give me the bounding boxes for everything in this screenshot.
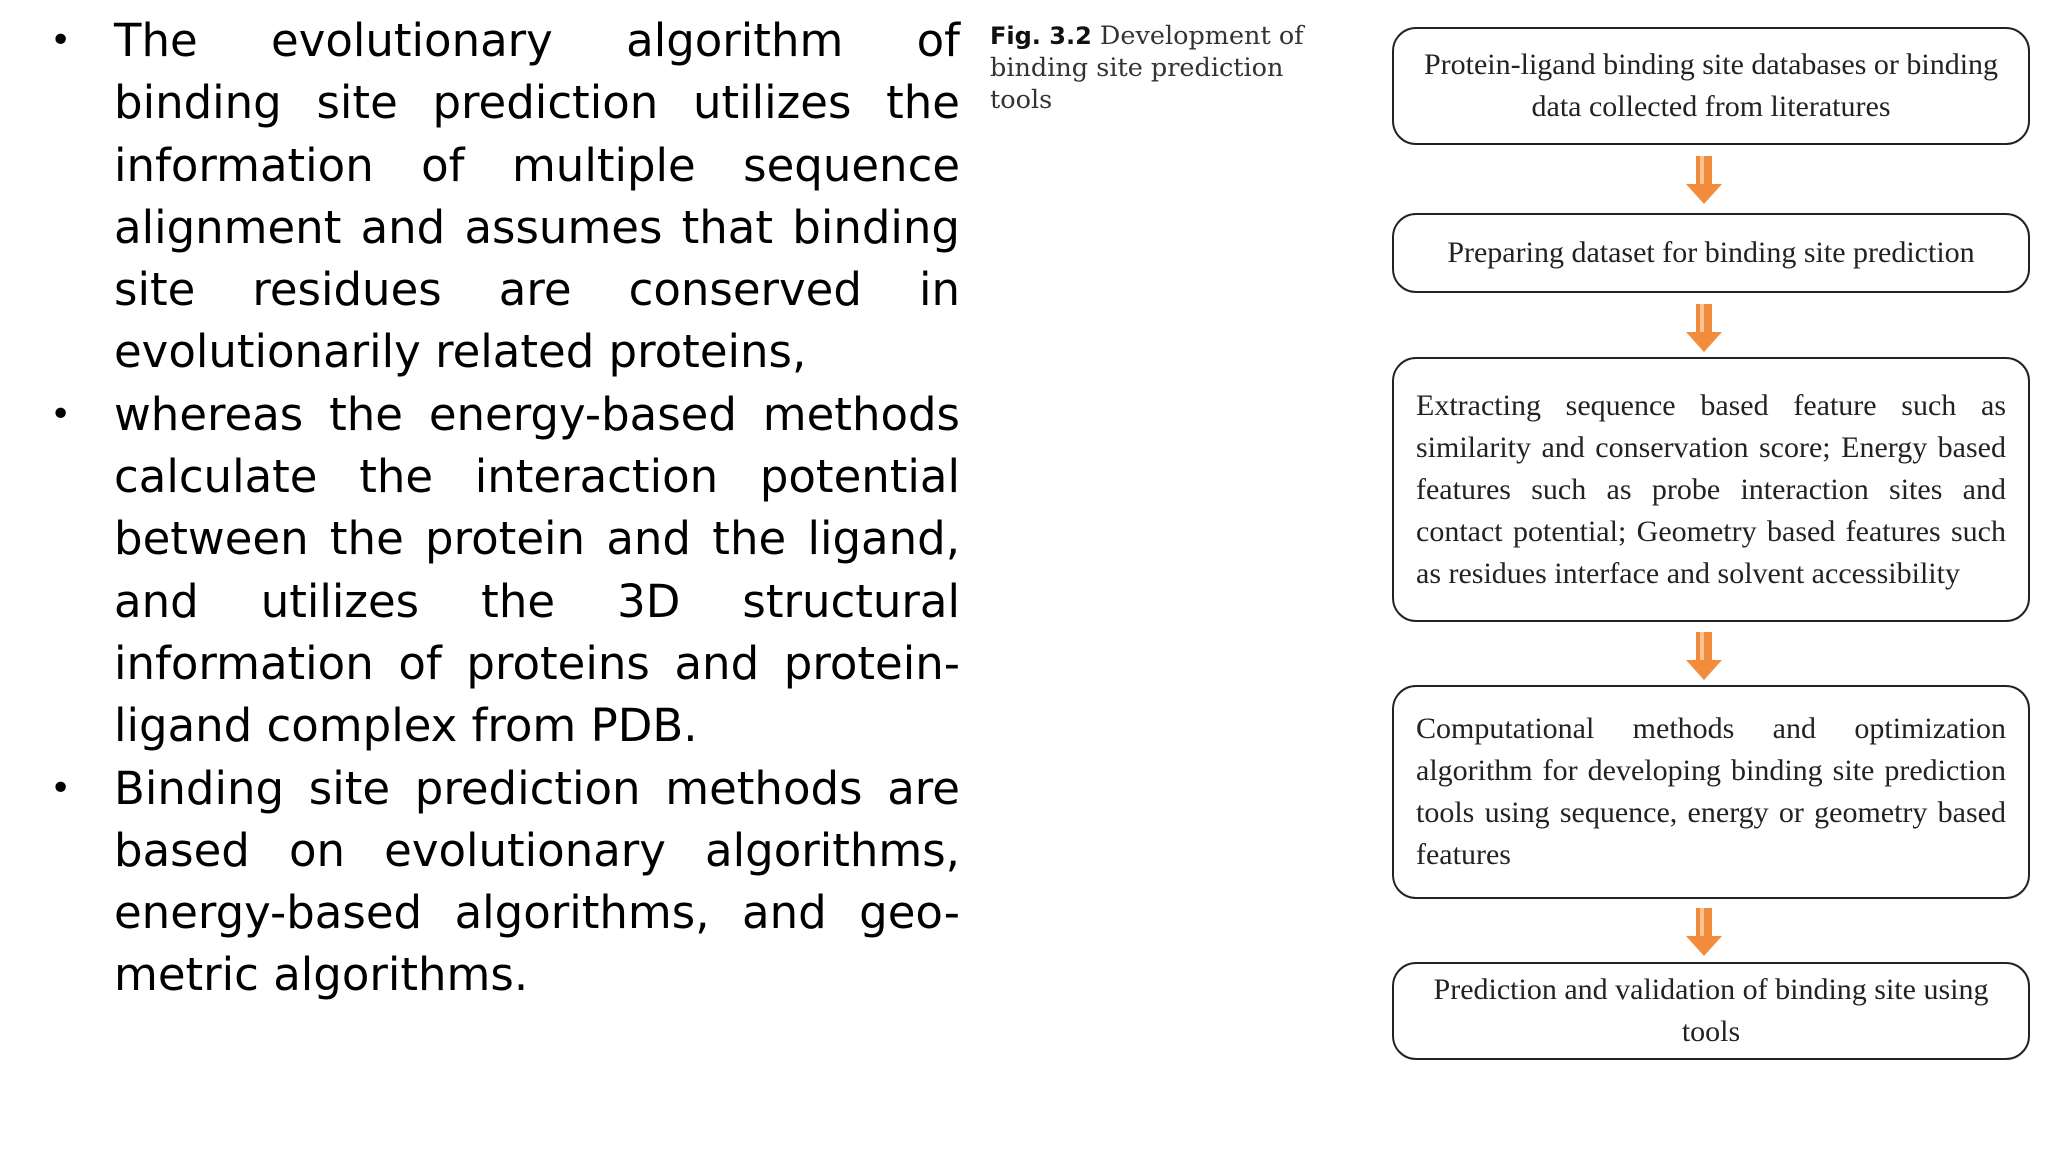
bullet-list bbox=[50, 10, 960, 1007]
down-arrow-icon bbox=[1682, 154, 1726, 206]
flow-step-text: Preparing dataset for binding site prediction bbox=[1447, 236, 1975, 269]
bullet-item bbox=[50, 10, 960, 384]
flow-step-text: Computational methods and optimization algorithm for developing binding site prediction tools using sequence, energy or geometry based features bbox=[1416, 712, 2006, 871]
flow-step-prediction-validation bbox=[1392, 962, 2030, 1060]
bullet-marker: • bbox=[50, 767, 72, 809]
figure-caption-text: Development of binding site prediction tools bbox=[990, 21, 1304, 115]
flow-step-preparing-dataset bbox=[1392, 213, 2030, 293]
bullet-text: Binding site prediction methods are based on evolutionary algorithms, energy-based algorithms, and geo-metric algorithms. bbox=[114, 761, 960, 1002]
flow-step-databases bbox=[1392, 27, 2030, 145]
bullet-item bbox=[50, 758, 960, 1007]
bullet-text: whereas the energy-based methods calculate the interaction potential between the protein and the ligand, and utilizes the 3D structural information of proteins and protein-ligand complex from PDB. bbox=[114, 387, 960, 753]
bullet-item bbox=[50, 384, 960, 758]
bullet-marker: • bbox=[50, 20, 72, 61]
down-arrow-icon bbox=[1682, 302, 1726, 354]
down-arrow-icon bbox=[1682, 630, 1726, 682]
flow-step-text: Extracting sequence based feature such as similarity and conservation score; Energy based features such as probe interaction sites and contact potential; Geometry based features such as residues interface and solvent accessibility bbox=[1416, 388, 2006, 590]
bullet-marker: • bbox=[50, 393, 72, 435]
flow-step-computational-methods bbox=[1392, 685, 2030, 899]
down-arrow-icon bbox=[1682, 906, 1726, 958]
bullet-text: The evolutionary algorithm of binding site prediction utilizes the information of multiple sequence alignment and assumes that binding site residues are conserved in evolutionarily related proteins, bbox=[114, 14, 960, 379]
flow-step-text: Protein-ligand binding site databases or binding data collected from literatures bbox=[1423, 48, 1999, 123]
figure-label: Fig. 3.2 bbox=[990, 22, 1092, 50]
flow-step-text: Prediction and validation of binding site using tools bbox=[1433, 973, 1989, 1048]
flow-step-extracting-features bbox=[1392, 357, 2030, 622]
figure-caption bbox=[990, 20, 1310, 116]
